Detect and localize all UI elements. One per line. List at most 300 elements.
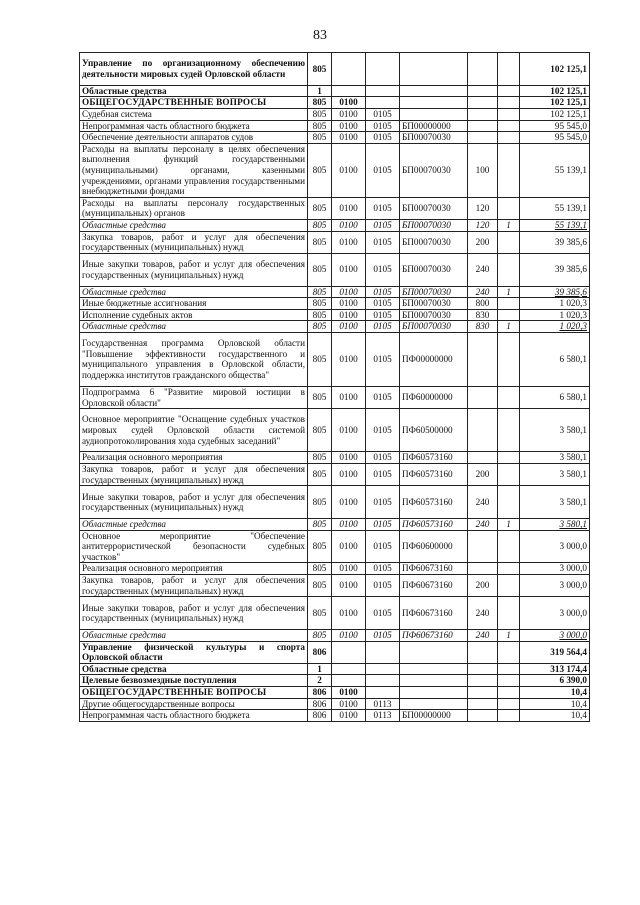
funding-source-cell [498, 97, 520, 109]
item-name-cell: Закупка товаров, работ и услуг для обеспечения государственных (муниципальных) нужд [80, 231, 308, 253]
expense-type-code-cell: 240 [468, 630, 498, 642]
funding-source-cell [498, 108, 520, 120]
subsection-code-cell: 0105 [366, 231, 400, 253]
funding-source-cell: 1 [498, 630, 520, 642]
item-name-cell: Закупка товаров, работ и услуг для обеспечения государственных (муниципальных) нужд [80, 464, 308, 486]
amount-cell: 6 390,0 [520, 675, 590, 687]
subsection-code-cell [366, 97, 400, 109]
table-row [80, 630, 590, 642]
table-row [80, 143, 590, 197]
expense-type-code-cell [468, 687, 498, 699]
item-name-cell: Подпрограмма 6 "Развитие мировой юстиции в Орловской области" [80, 386, 308, 408]
expense-type-code-cell [468, 108, 498, 120]
ministry-code-cell: 2 [308, 675, 332, 687]
section-code-cell: 0100 [332, 309, 366, 321]
ministry-code-cell: 805 [308, 298, 332, 310]
section-code-cell: 0100 [332, 630, 366, 642]
amount-cell: 55 139,1 [520, 143, 590, 197]
ministry-code-cell: 805 [308, 630, 332, 642]
ministry-code-cell: 805 [308, 97, 332, 109]
amount-cell: 102 125,1 [520, 53, 590, 86]
amount-cell: 102 125,1 [520, 97, 590, 109]
funding-source-cell: 1 [498, 219, 520, 231]
target-article-code-cell: БП00070030 [400, 321, 468, 333]
target-article-code-cell: ПФ60573160 [400, 486, 468, 519]
expense-type-code-cell: 100 [468, 143, 498, 197]
section-code-cell: 0100 [332, 132, 366, 144]
amount-cell: 95 545,0 [520, 120, 590, 132]
subsection-code-cell: 0105 [366, 219, 400, 231]
table-row [80, 286, 590, 298]
subsection-code-cell: 0105 [366, 309, 400, 321]
ministry-code-cell: 805 [308, 143, 332, 197]
table-row [80, 597, 590, 630]
section-code-cell: 0100 [332, 108, 366, 120]
item-name-cell: Государственная программа Орловской области "Повышение эффективности государственного и муниципального управления в Орловской области, поддержка институтов гражданского общества" [80, 332, 308, 386]
subsection-code-cell: 0105 [366, 575, 400, 597]
section-code-cell: 0100 [332, 97, 366, 109]
expense-type-code-cell: 200 [468, 464, 498, 486]
ministry-code-cell: 805 [308, 530, 332, 563]
section-code-cell: 0100 [332, 321, 366, 333]
funding-source-cell [498, 675, 520, 687]
table-row [80, 409, 590, 452]
table-row [80, 675, 590, 687]
item-name-cell: Основное мероприятие "Обеспечение антитеррористической безопасности судебных участков" [80, 530, 308, 563]
ministry-code-cell: 805 [308, 309, 332, 321]
amount-cell: 1 020,3 [520, 298, 590, 310]
section-code-cell [332, 85, 366, 97]
funding-source-cell [498, 663, 520, 675]
expense-type-code-cell: 240 [468, 597, 498, 630]
subsection-code-cell: 0105 [366, 409, 400, 452]
table-row [80, 108, 590, 120]
expense-type-code-cell [468, 97, 498, 109]
amount-cell: 3 000,0 [520, 530, 590, 563]
item-name-cell: ОБЩЕГОСУДАРСТВЕННЫЕ ВОПРОСЫ [80, 97, 308, 109]
section-code-cell [332, 675, 366, 687]
amount-cell: 3 580,1 [520, 452, 590, 464]
ministry-code-cell: 805 [308, 486, 332, 519]
funding-source-cell [498, 386, 520, 408]
section-code-cell: 0100 [332, 286, 366, 298]
item-name-cell: Расходы на выплаты персоналу в целях обеспечения выполнения функций государственными (муниципальными) органами, казенными учреждениями, органами управления государственными внебюджетными фондами [80, 143, 308, 197]
ministry-code-cell: 806 [308, 710, 332, 722]
expense-type-code-cell: 240 [468, 253, 498, 286]
item-name-cell: Основное мероприятие "Оснащение судебных участков мировых судей Орловской области системой аудиопротоколирования хода судебных заседаний" [80, 409, 308, 452]
expense-type-code-cell: 120 [468, 219, 498, 231]
section-code-cell: 0100 [332, 143, 366, 197]
expense-type-code-cell: 240 [468, 286, 498, 298]
section-code-cell: 0100 [332, 698, 366, 710]
table-row [80, 332, 590, 386]
subsection-code-cell: 0105 [366, 332, 400, 386]
subsection-code-cell: 0105 [366, 519, 400, 531]
subsection-code-cell [366, 641, 400, 663]
section-code-cell: 0100 [332, 253, 366, 286]
section-code-cell: 0100 [332, 219, 366, 231]
item-name-cell: Областные средства [80, 630, 308, 642]
subsection-code-cell: 0105 [366, 386, 400, 408]
ministry-code-cell: 805 [308, 253, 332, 286]
funding-source-cell [498, 298, 520, 310]
target-article-code-cell [400, 698, 468, 710]
section-code-cell [332, 663, 366, 675]
target-article-code-cell: БП00000000 [400, 120, 468, 132]
amount-cell: 313 174,4 [520, 663, 590, 675]
expense-type-code-cell [468, 710, 498, 722]
ministry-code-cell: 805 [308, 452, 332, 464]
amount-cell: 102 125,1 [520, 108, 590, 120]
table-row [80, 698, 590, 710]
table-row [80, 641, 590, 663]
amount-cell: 3 580,1 [520, 464, 590, 486]
expense-type-code-cell [468, 132, 498, 144]
target-article-code-cell: ПФ00000000 [400, 332, 468, 386]
expense-type-code-cell: 800 [468, 298, 498, 310]
expense-type-code-cell: 830 [468, 309, 498, 321]
amount-cell: 6 580,1 [520, 332, 590, 386]
amount-cell: 3 580,1 [520, 519, 590, 531]
section-code-cell: 0100 [332, 197, 366, 219]
ministry-code-cell: 1 [308, 85, 332, 97]
item-name-cell: Управление по организационному обеспечению деятельности мировых судей Орловской области [80, 53, 308, 86]
subsection-code-cell [366, 675, 400, 687]
ministry-code-cell: 805 [308, 231, 332, 253]
budget-table [79, 52, 590, 722]
section-code-cell: 0100 [332, 332, 366, 386]
table-row [80, 575, 590, 597]
section-code-cell: 0100 [332, 298, 366, 310]
funding-source-cell [498, 120, 520, 132]
subsection-code-cell: 0105 [366, 286, 400, 298]
subsection-code-cell: 0105 [366, 120, 400, 132]
table-row [80, 687, 590, 699]
table-row [80, 120, 590, 132]
subsection-code-cell: 0105 [366, 597, 400, 630]
item-name-cell: Областные средства [80, 321, 308, 333]
subsection-code-cell: 0105 [366, 464, 400, 486]
subsection-code-cell: 0105 [366, 486, 400, 519]
amount-cell: 39 385,6 [520, 231, 590, 253]
item-name-cell: Областные средства [80, 219, 308, 231]
item-name-cell: Обеспечение деятельности аппаратов судов [80, 132, 308, 144]
item-name-cell: Областные средства [80, 85, 308, 97]
subsection-code-cell: 0105 [366, 630, 400, 642]
funding-source-cell [498, 231, 520, 253]
section-code-cell: 0100 [332, 452, 366, 464]
funding-source-cell: 1 [498, 321, 520, 333]
subsection-code-cell: 0105 [366, 321, 400, 333]
amount-cell: 3 580,1 [520, 486, 590, 519]
item-name-cell: Областные средства [80, 663, 308, 675]
funding-source-cell [498, 143, 520, 197]
ministry-code-cell: 805 [308, 219, 332, 231]
expense-type-code-cell: 200 [468, 575, 498, 597]
target-article-code-cell [400, 641, 468, 663]
table-row [80, 663, 590, 675]
amount-cell: 10,4 [520, 687, 590, 699]
ministry-code-cell: 805 [308, 132, 332, 144]
funding-source-cell [498, 253, 520, 286]
amount-cell: 10,4 [520, 698, 590, 710]
table-row [80, 253, 590, 286]
target-article-code-cell: БП00070030 [400, 253, 468, 286]
subsection-code-cell [366, 687, 400, 699]
target-article-code-cell: ПФ60673160 [400, 575, 468, 597]
target-article-code-cell [400, 53, 468, 86]
expense-type-code-cell [468, 698, 498, 710]
ministry-code-cell: 805 [308, 575, 332, 597]
amount-cell: 55 139,1 [520, 219, 590, 231]
target-article-code-cell [400, 675, 468, 687]
table-row [80, 464, 590, 486]
section-code-cell: 0100 [332, 486, 366, 519]
funding-source-cell [498, 452, 520, 464]
section-code-cell: 0100 [332, 530, 366, 563]
target-article-code-cell: ПФ60573160 [400, 452, 468, 464]
funding-source-cell [498, 641, 520, 663]
target-article-code-cell [400, 108, 468, 120]
ministry-code-cell: 805 [308, 108, 332, 120]
funding-source-cell [498, 687, 520, 699]
funding-source-cell [498, 332, 520, 386]
item-name-cell: Целевые безвозмездные поступления [80, 675, 308, 687]
expense-type-code-cell: 240 [468, 486, 498, 519]
table-row [80, 309, 590, 321]
target-article-code-cell: БП00070030 [400, 132, 468, 144]
table-row [80, 563, 590, 575]
subsection-code-cell: 0105 [366, 197, 400, 219]
amount-cell: 319 564,4 [520, 641, 590, 663]
amount-cell: 3 000,0 [520, 575, 590, 597]
target-article-code-cell: ПФ60673160 [400, 630, 468, 642]
ministry-code-cell: 805 [308, 286, 332, 298]
target-article-code-cell: ПФ60573160 [400, 519, 468, 531]
subsection-code-cell [366, 85, 400, 97]
funding-source-cell [498, 597, 520, 630]
ministry-code-cell: 805 [308, 332, 332, 386]
section-code-cell: 0100 [332, 575, 366, 597]
target-article-code-cell [400, 687, 468, 699]
table-row [80, 97, 590, 109]
amount-cell: 95 545,0 [520, 132, 590, 144]
table-row [80, 486, 590, 519]
expense-type-code-cell: 830 [468, 321, 498, 333]
expense-type-code-cell [468, 452, 498, 464]
section-code-cell [332, 53, 366, 86]
subsection-code-cell: 0105 [366, 452, 400, 464]
subsection-code-cell: 0105 [366, 298, 400, 310]
section-code-cell: 0100 [332, 464, 366, 486]
table-row [80, 197, 590, 219]
expense-type-code-cell: 120 [468, 197, 498, 219]
section-code-cell: 0100 [332, 687, 366, 699]
item-name-cell: Управление физической культуры и спорта Орловской области [80, 641, 308, 663]
expense-type-code-cell [468, 85, 498, 97]
target-article-code-cell: ПФ60600000 [400, 530, 468, 563]
section-code-cell: 0100 [332, 519, 366, 531]
item-name-cell: Областные средства [80, 519, 308, 531]
amount-cell: 39 385,6 [520, 253, 590, 286]
expense-type-code-cell: 200 [468, 231, 498, 253]
subsection-code-cell: 0105 [366, 563, 400, 575]
funding-source-cell [498, 698, 520, 710]
target-article-code-cell [400, 97, 468, 109]
subsection-code-cell: 0105 [366, 132, 400, 144]
expense-type-code-cell [468, 563, 498, 575]
table-row [80, 132, 590, 144]
target-article-code-cell: ПФ60500000 [400, 409, 468, 452]
item-name-cell: Исполнение судебных актов [80, 309, 308, 321]
expense-type-code-cell: 240 [468, 519, 498, 531]
target-article-code-cell: ПФ60673160 [400, 563, 468, 575]
budget-table-body [80, 53, 590, 722]
funding-source-cell: 1 [498, 519, 520, 531]
amount-cell: 1 020,3 [520, 309, 590, 321]
target-article-code-cell: БП00070030 [400, 286, 468, 298]
table-row [80, 452, 590, 464]
section-code-cell: 0100 [332, 409, 366, 452]
expense-type-code-cell [468, 663, 498, 675]
expense-type-code-cell [468, 675, 498, 687]
ministry-code-cell: 805 [308, 53, 332, 86]
amount-cell: 39 385,6 [520, 286, 590, 298]
amount-cell: 3 000,0 [520, 597, 590, 630]
amount-cell: 3 000,0 [520, 563, 590, 575]
expense-type-code-cell [468, 641, 498, 663]
subsection-code-cell [366, 53, 400, 86]
table-row [80, 519, 590, 531]
section-code-cell: 0100 [332, 563, 366, 575]
subsection-code-cell: 0113 [366, 710, 400, 722]
funding-source-cell: 1 [498, 286, 520, 298]
expense-type-code-cell [468, 386, 498, 408]
ministry-code-cell: 805 [308, 519, 332, 531]
funding-source-cell [498, 132, 520, 144]
amount-cell: 6 580,1 [520, 386, 590, 408]
table-row [80, 321, 590, 333]
funding-source-cell [498, 575, 520, 597]
item-name-cell: Иные закупки товаров, работ и услуг для обеспечения государственных (муниципальных) нужд [80, 486, 308, 519]
ministry-code-cell: 805 [308, 120, 332, 132]
item-name-cell: Иные закупки товаров, работ и услуг для обеспечения государственных (муниципальных) нужд [80, 253, 308, 286]
table-row [80, 53, 590, 86]
target-article-code-cell: ПФ60573160 [400, 464, 468, 486]
funding-source-cell [498, 309, 520, 321]
ministry-code-cell: 805 [308, 386, 332, 408]
funding-source-cell [498, 530, 520, 563]
ministry-code-cell: 805 [308, 409, 332, 452]
subsection-code-cell: 0105 [366, 530, 400, 563]
funding-source-cell [498, 486, 520, 519]
amount-cell: 3 580,1 [520, 409, 590, 452]
ministry-code-cell: 805 [308, 464, 332, 486]
ministry-code-cell: 805 [308, 597, 332, 630]
ministry-code-cell: 806 [308, 641, 332, 663]
item-name-cell: Закупка товаров, работ и услуг для обеспечения государственных (муниципальных) нужд [80, 575, 308, 597]
ministry-code-cell: 805 [308, 563, 332, 575]
funding-source-cell [498, 464, 520, 486]
subsection-code-cell: 0105 [366, 143, 400, 197]
target-article-code-cell: БП00070030 [400, 197, 468, 219]
item-name-cell: Областные средства [80, 286, 308, 298]
target-article-code-cell: ПФ60000000 [400, 386, 468, 408]
funding-source-cell [498, 409, 520, 452]
subsection-code-cell: 0105 [366, 253, 400, 286]
target-article-code-cell: БП00070030 [400, 298, 468, 310]
section-code-cell: 0100 [332, 386, 366, 408]
subsection-code-cell [366, 663, 400, 675]
amount-cell: 1 020,3 [520, 321, 590, 333]
ministry-code-cell: 805 [308, 197, 332, 219]
item-name-cell: Иные закупки товаров, работ и услуг для обеспечения государственных (муниципальных) нужд [80, 597, 308, 630]
ministry-code-cell: 806 [308, 698, 332, 710]
amount-cell: 102 125,1 [520, 85, 590, 97]
ministry-code-cell: 806 [308, 687, 332, 699]
item-name-cell: Другие общегосударственные вопросы [80, 698, 308, 710]
table-row [80, 710, 590, 722]
item-name-cell: Расходы на выплаты персоналу государственных (муниципальных) органов [80, 197, 308, 219]
subsection-code-cell: 0113 [366, 698, 400, 710]
amount-cell: 10,4 [520, 710, 590, 722]
section-code-cell: 0100 [332, 710, 366, 722]
target-article-code-cell [400, 85, 468, 97]
target-article-code-cell: БП00070030 [400, 309, 468, 321]
amount-cell: 55 139,1 [520, 197, 590, 219]
item-name-cell: Реализация основного мероприятия [80, 563, 308, 575]
funding-source-cell [498, 53, 520, 86]
item-name-cell: Непрограммная часть областного бюджета [80, 120, 308, 132]
funding-source-cell [498, 563, 520, 575]
item-name-cell: ОБЩЕГОСУДАРСТВЕННЫЕ ВОПРОСЫ [80, 687, 308, 699]
table-row [80, 231, 590, 253]
section-code-cell: 0100 [332, 231, 366, 253]
item-name-cell: Иные бюджетные ассигнования [80, 298, 308, 310]
item-name-cell: Судебная система [80, 108, 308, 120]
funding-source-cell [498, 197, 520, 219]
target-article-code-cell: БП00070030 [400, 219, 468, 231]
funding-source-cell [498, 85, 520, 97]
section-code-cell: 0100 [332, 120, 366, 132]
page-number: 83 [313, 28, 327, 43]
item-name-cell: Непрограммная часть областного бюджета [80, 710, 308, 722]
target-article-code-cell [400, 663, 468, 675]
expense-type-code-cell [468, 53, 498, 86]
ministry-code-cell: 1 [308, 663, 332, 675]
target-article-code-cell: БП00000000 [400, 710, 468, 722]
table-row [80, 530, 590, 563]
funding-source-cell [498, 710, 520, 722]
table-row [80, 298, 590, 310]
ministry-code-cell: 805 [308, 321, 332, 333]
item-name-cell: Реализация основного мероприятия [80, 452, 308, 464]
target-article-code-cell: ПФ60673160 [400, 597, 468, 630]
subsection-code-cell: 0105 [366, 108, 400, 120]
section-code-cell: 0100 [332, 597, 366, 630]
expense-type-code-cell [468, 530, 498, 563]
target-article-code-cell: БП00070030 [400, 143, 468, 197]
section-code-cell [332, 641, 366, 663]
table-row [80, 386, 590, 408]
amount-cell: 3 000,0 [520, 630, 590, 642]
target-article-code-cell: БП00070030 [400, 231, 468, 253]
expense-type-code-cell [468, 332, 498, 386]
expense-type-code-cell [468, 120, 498, 132]
table-row [80, 85, 590, 97]
table-row [80, 219, 590, 231]
expense-type-code-cell [468, 409, 498, 452]
